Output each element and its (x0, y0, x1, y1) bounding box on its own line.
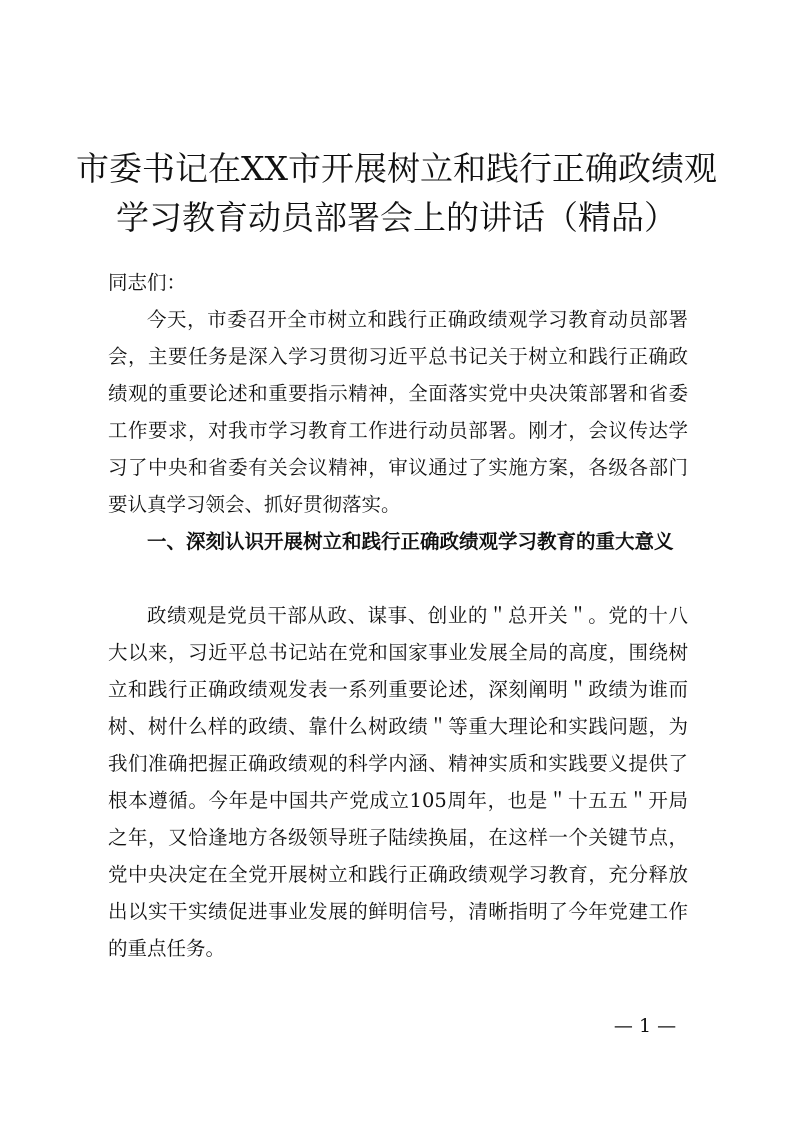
document-title-line-2: 学习教育动员部署会上的讲话（精品） (116, 198, 677, 237)
paragraph-section-1: 政绩观是党员干部从政、谋事、创业的＂总开关＂。党的十八大以来，习近平总书记站在党和国家事业发展全局的高度，围绕树立和践行正确政绩观发表一系列重要论述，深刻阐明＂政绩为谁而树、树什么样的政绩、靠什么树政绩＂等重大理论和实践问题，为我们准确把握正确政绩观的科学内涵、精神实质和实践要义提供了根本遵循。今年是中国共产党成立105周年，也是＂十五五＂开局之年，又恰逢地方各级领导班子陆续换届，在这样一个关键节点，党中央决定在全党开展树立和践行正确政绩观学习教育，充分释放出以实干实绩促进事业发展的鲜明信号，清晰指明了今年党建工作的重点任务。 (108, 604, 688, 960)
section-heading-1: 一、深刻认识开展树立和践行正确政绩观学习教育的重大意义 (147, 530, 674, 553)
paragraph-intro: 今天，市委召开全市树立和践行正确政绩观学习教育动员部署会，主要任务是深入学习贯彻习近平总书记关于树立和践行正确政绩观的重要论述和重要指示精神，全面落实党中央决策部署和省委工作要求，对我市学习教育工作进行动员部署。刚才，会议传达学习了中央和省委有关会议精神，审议通过了实施方案，各级各部门要认真学习领会、抓好贯彻落实。 (108, 308, 688, 516)
document-title-line-1: 市委书记在XX市开展树立和践行正确政绩观 (76, 149, 717, 188)
salutation: 同志们： (108, 271, 187, 294)
page-number: — 1 — (613, 1015, 677, 1037)
